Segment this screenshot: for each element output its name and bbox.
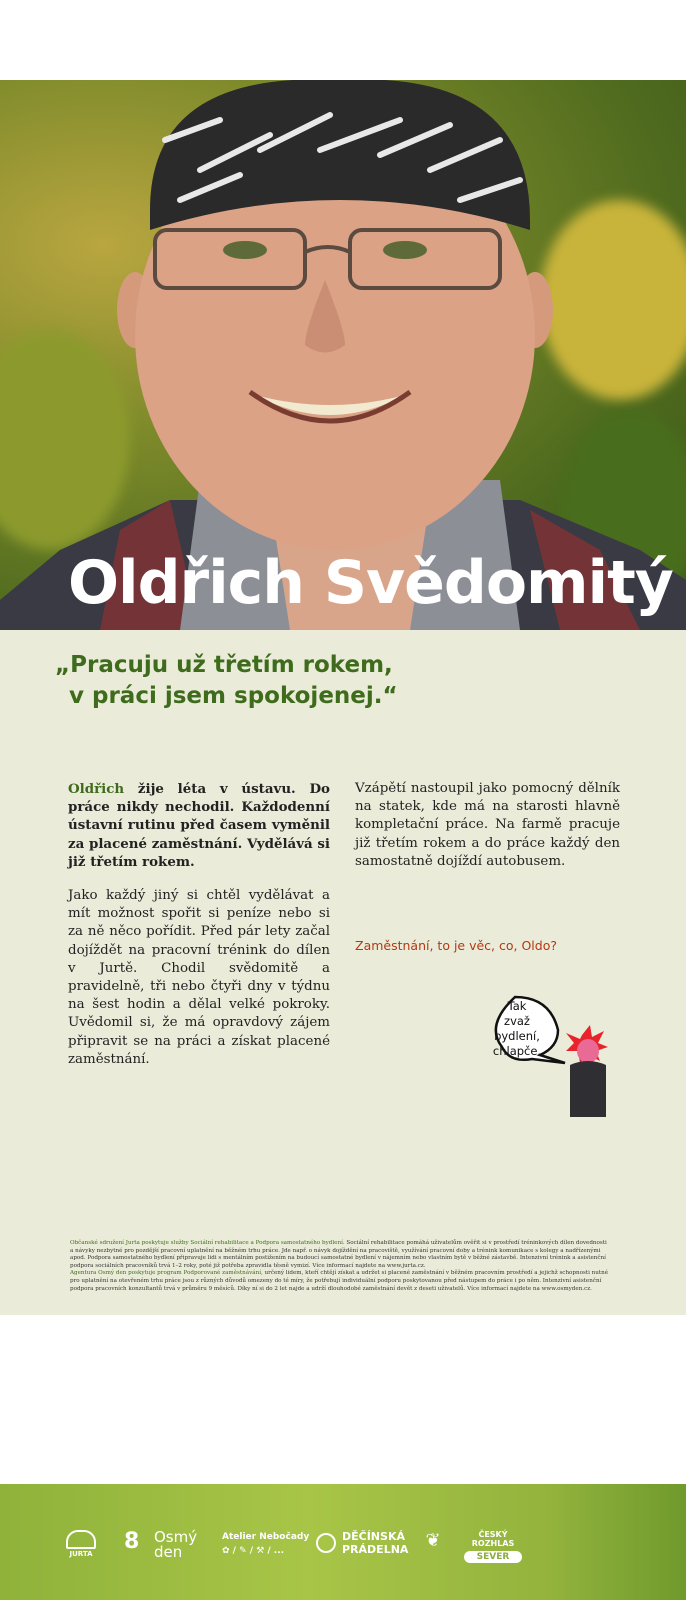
- quote-line-2: v práci jsem spokojenej.“: [69, 683, 398, 709]
- swirl-icon: ❦: [425, 1530, 441, 1551]
- logo-cesky-rozhlas-sever: [464, 1530, 522, 1563]
- logo-cro-line-1: ČESKÝ ROZHLAS: [471, 1530, 515, 1548]
- story-column-left: [68, 780, 330, 1085]
- bubble-line-4: chlapče.: [492, 1044, 542, 1058]
- bubble-line-2: zvaž: [504, 1014, 530, 1028]
- logo-small-emblem: [420, 1530, 446, 1551]
- footnote-osmyden-text: určený lidem, kteří chtějí získat a udržet si placené zaměstnání v běžném pracovním prostředí a jejichž schopnosti nutné pro uplatnění na otevřeném trhu práce jsou z různých důvodů omezeny do té míry, že potřebují individuální podporu poskytovanou před nástupem do práce i po něm. Intenzivní asistenční podpora pracovních konzultantů trvá v průměru 9 měsíců. Díky ní si do 2 let najde a udrží dlouhodobé zaměstnání devět z deseti uživatelů. Více informací najdete na www.osmyden.cz.: [70, 1270, 609, 1292]
- eight-icon: 8: [124, 1529, 140, 1554]
- cartoon-head: [577, 1039, 599, 1063]
- footnote-osmyden-org: Agentura Osmý den poskytuje program Podporované zaměstnávání,: [70, 1270, 263, 1277]
- story-paragraph-2: Jako každý jiný si chtěl vydělávat a mít možnost spořit si peníze nebo si za ně něco pořídit. Před pár lety začal dojíždět na pracovní trénink do dílen v Jurtě. Chodil svědomitě a pravidelně, tři nebo čtyři dny v týdnu na šest hodin a dělal velké pokroky. Uvědomil si, že má opravdový zájem připravit se na práci a získat placené zaměstnání.: [68, 888, 330, 1067]
- logo-osmy-line-1: Osmý: [154, 1528, 198, 1546]
- logo-atelier-nebocady: [222, 1530, 309, 1558]
- story-column-right: [355, 780, 620, 887]
- logo-cro-line-2: SEVER: [464, 1551, 522, 1563]
- logo-atelier-line-2: ✿ / ✎ / ⚒ / ...: [222, 1546, 285, 1556]
- speech-bubble-text: [482, 999, 552, 1059]
- logo-jurta: [66, 1530, 96, 1558]
- pull-quote: [55, 650, 475, 712]
- story-paragraph-3: Vzápětí nastoupil jako pomocný dělník na statek, kde má na starosti hlavně kompletační práce. Na farmě pracuje již třetím rokem a do práce každý den samostatně dojíždí autobusem.: [355, 781, 620, 869]
- lead-name: Oldřich: [68, 781, 125, 797]
- logo-osmy-line-2: den: [154, 1543, 183, 1561]
- footnote-jurta-text: Sociální rehabilitace pomáhá uživatelům ověřit si v prostředí tréninkových dílen dovednosti a návyky nezbytné pro pozdější pracovní uplatnění na běžném trhu práce. Jde např. o návyk dojíždění na pracoviště, využívání pracovní doby a trénink komunikace s kolegy a nadřízenými apod. Podpora samostatného bydlení připravuje lidi s mentálním postižením na budoucí samostatné bydlení v nájemním nebo vlastním bytě v běžné zástavbě. Intenzivní trénink a asistenční podpora sociálních pracovníků trvá 1–2 roky, poté již potřeba zpravidla těsně vymizí. Více informací najdete na www.jurta.cz.: [70, 1240, 607, 1269]
- footnote-osmyden: [70, 1270, 610, 1293]
- logo-pradelna-line-1: DĚČÍNSKÁ: [342, 1530, 405, 1543]
- footnote-jurta-org: Občanské sdružení Jurta poskytuje služby Sociální rehabilitace a Podpora samostatného bydlení.: [70, 1240, 345, 1246]
- cartoon-body: [570, 1061, 606, 1117]
- bubble-line-3: bydlení,: [494, 1029, 540, 1043]
- person-name: Oldřich Svědomitý: [68, 548, 673, 618]
- spiral-icon: [316, 1533, 336, 1553]
- closing-line: Zaměstnání, to je věc, co, Oldo?: [355, 938, 557, 953]
- lead-paragraph: [68, 780, 330, 871]
- logo-pradelna-line-2: PRÁDELNA: [342, 1543, 409, 1556]
- quote-line-1: „Pracuju už třetím rokem,: [55, 652, 393, 678]
- lead-text: žije léta v ústavu. Do práce nikdy nechodil. Každodenní ústavní rutinu před časem vyměnil za placené zaměstnání. Vydělává si již třetím rokem.: [68, 781, 330, 870]
- bubble-line-1: Tak: [507, 999, 527, 1013]
- footnote-jurta: [70, 1240, 610, 1270]
- logo-atelier-line-1: Atelier Nebočady: [222, 1532, 310, 1542]
- logo-jurta-text: JURTA: [69, 1550, 93, 1558]
- yurt-icon: [66, 1530, 96, 1549]
- footnote: [70, 1240, 610, 1293]
